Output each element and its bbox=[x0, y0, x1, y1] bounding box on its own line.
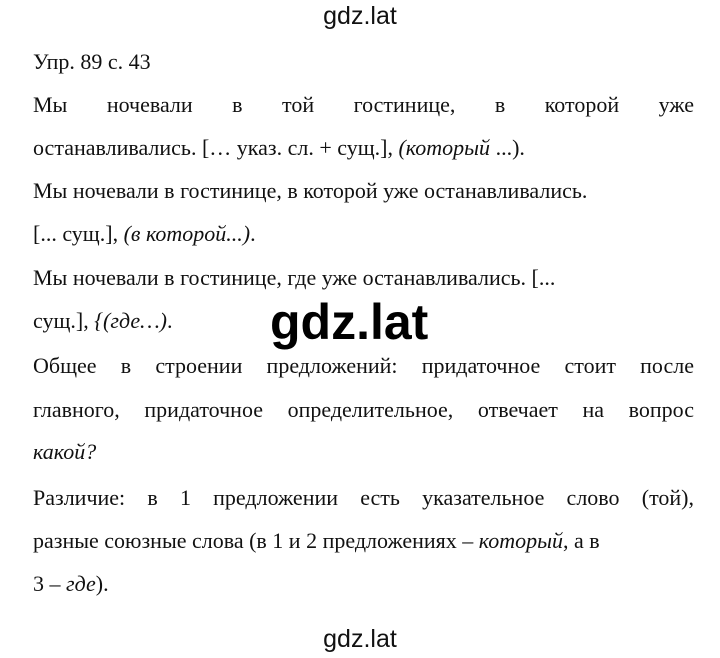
difference-line-2-italic: который bbox=[478, 528, 564, 553]
common-line-3: какой? bbox=[33, 439, 97, 464]
difference-line-3 bbox=[33, 570, 694, 598]
sentence-1-scheme-italic: (который bbox=[398, 135, 491, 160]
sentence-3-scheme-italic: {(где…) bbox=[94, 308, 168, 333]
sentence-3-scheme: сущ.], bbox=[33, 308, 95, 333]
common-line-2: главного, придаточное определительное, отвечает на вопрос bbox=[33, 397, 694, 422]
difference-line-2-a: разные союзные слова (в 1 и 2 предложениях – bbox=[33, 528, 479, 553]
watermark-top: gdz.lat bbox=[323, 2, 397, 30]
difference-line-3-a: 3 – bbox=[33, 571, 66, 596]
difference-line-1: Различие: в 1 предложении есть указательное слово (той), bbox=[33, 485, 694, 510]
sentence-3-scheme-end: . bbox=[167, 308, 173, 333]
sentence-2-line-1: Мы ночевали в гостинице, в которой уже останавливались. bbox=[33, 178, 588, 203]
difference-line-3-italic: где bbox=[66, 571, 96, 596]
difference-line-3-c: ). bbox=[95, 571, 109, 596]
difference-line-2-c: , а в bbox=[563, 528, 600, 553]
watermark-center: gdz.lat bbox=[270, 294, 429, 350]
sentence-2-scheme-end: . bbox=[250, 221, 256, 246]
sentence-1-scheme-end: ...). bbox=[490, 135, 525, 160]
sentence-2-scheme-italic: (в которой...) bbox=[123, 221, 251, 246]
sentence-2-scheme: [... сущ.], bbox=[33, 221, 124, 246]
difference-line-2 bbox=[33, 527, 694, 555]
sentence-1-scheme: останавливались. [… указ. сл. + сущ.], bbox=[33, 135, 399, 160]
sentence-2-line-2 bbox=[33, 220, 694, 248]
sentence-1-line-2 bbox=[33, 134, 694, 162]
watermark-bottom: gdz.lat bbox=[323, 625, 397, 653]
common-line-1: Общее в строении предложений: придаточное стоит после bbox=[33, 353, 694, 378]
sentence-1-line-1: Мы ночевали в той гостинице, в которой уже bbox=[33, 92, 694, 117]
exercise-heading: Упр. 89 с. 43 bbox=[33, 49, 151, 74]
sentence-3-line-1: Мы ночевали в гостинице, где уже останавливались. [... bbox=[33, 265, 556, 290]
